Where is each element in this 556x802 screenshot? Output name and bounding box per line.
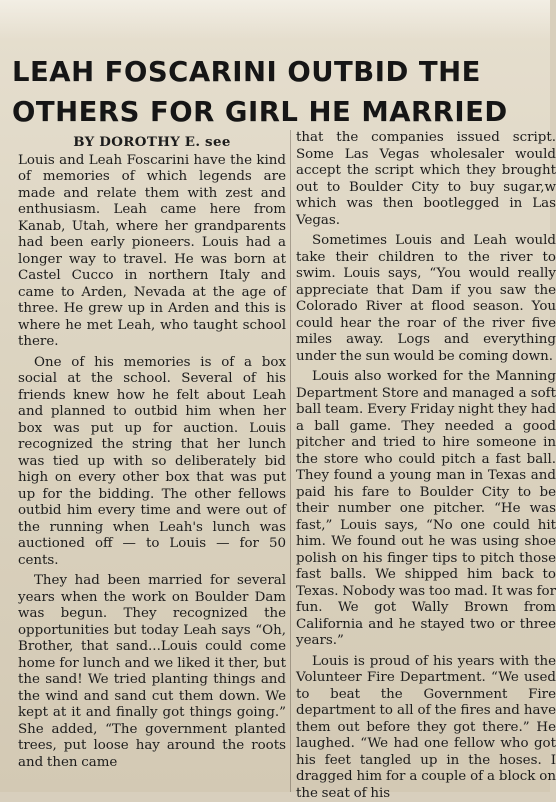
headline: [12, 52, 542, 132]
paper-highlight: [0, 0, 550, 40]
article-column-2: [296, 130, 556, 792]
column-divider: [290, 130, 291, 792]
headline-line-1: LEAH FOSCARINI OUTBID THE: [12, 52, 542, 92]
article-paragraph: Sometimes Louis and Leah would take their children to the river to swim. Louis says, “You would really appreciate that Dam if you saw the Colorado River at flood season. You could hear the roar of the river five miles away. Logs and everything under the sun would be coming down.: [296, 233, 556, 365]
article-paragraph: Louis is proud of his years with the Volunteer Fire Department. “We used to beat the Government Fire department to all of the fires and have them out before they got there.” He laughed. “We had one fellow who got his feet tangled up in the hoses. I dragged him for a couple of a block on the seat of his: [296, 654, 556, 802]
headline-line-2: OTHERS FOR GIRL HE MARRIED: [12, 92, 542, 132]
article-paragraph: that the companies issued script. Some Las Vegas wholesaler would accept the script which they brought out to Boulder City to buy sugar,w which was then bootlegged in Las Vegas.: [296, 130, 556, 229]
article-paragraph: They had been married for several years when the work on Boulder Dam was begun. They recognized the opportunities but today Leah says “Oh, Brother, that sand...Louis could come home for lunch and we liked it ther, but the sand! We tried planting things and the wind and sand cut them down. We kept at it and finally got things going.” She added, “The government planted trees, put loose hay around the roots and then came: [18, 573, 286, 771]
article-paragraph: Louis also worked for the Manning Department Store and managed a soft ball team. Every Friday night they had a ball game. They needed a good pitcher and tried to hire someone in the store who could pitch a fast ball. They found a young man in Texas and paid his fare to Boulder City to be their number one pitcher. “He was fast,” Louis says, “No one could hit him. We found out he was using shoe polish on his finger tips to pitch those fast balls. We shipped him back to Texas. Nobody was too mad. It was for fun. We got Wally Brown from California and he stayed two or three years.”: [296, 369, 556, 650]
byline: BY DOROTHY E. see: [18, 134, 286, 151]
article-paragraph: Louis and Leah Foscarini have the kind of memories of which legends are made and relate them with zest and enthusiasm. Leah came here from Kanab, Utah, where her grandparents had been early pioneers. Louis had a longer way to travel. He was born at Castel Cucco in northern Italy and came to Arden, Nevada at the age of three. He grew up in Arden and this is where he met Leah, who taught school there.: [18, 153, 286, 351]
article-paragraph: One of his memories is of a box social at the school. Several of his friends knew how he felt about Leah and planned to outbid him when her box was put up for auction. Louis recognized the string that her lunch was tied up with so deliberately bid high on every other box that was put up for the bidding. The other fellows outbid him every time and were out of the running when Leah's lunch was auctioned off — to Louis — for 50 cents.: [18, 355, 286, 570]
article-column-1: [18, 130, 286, 792]
